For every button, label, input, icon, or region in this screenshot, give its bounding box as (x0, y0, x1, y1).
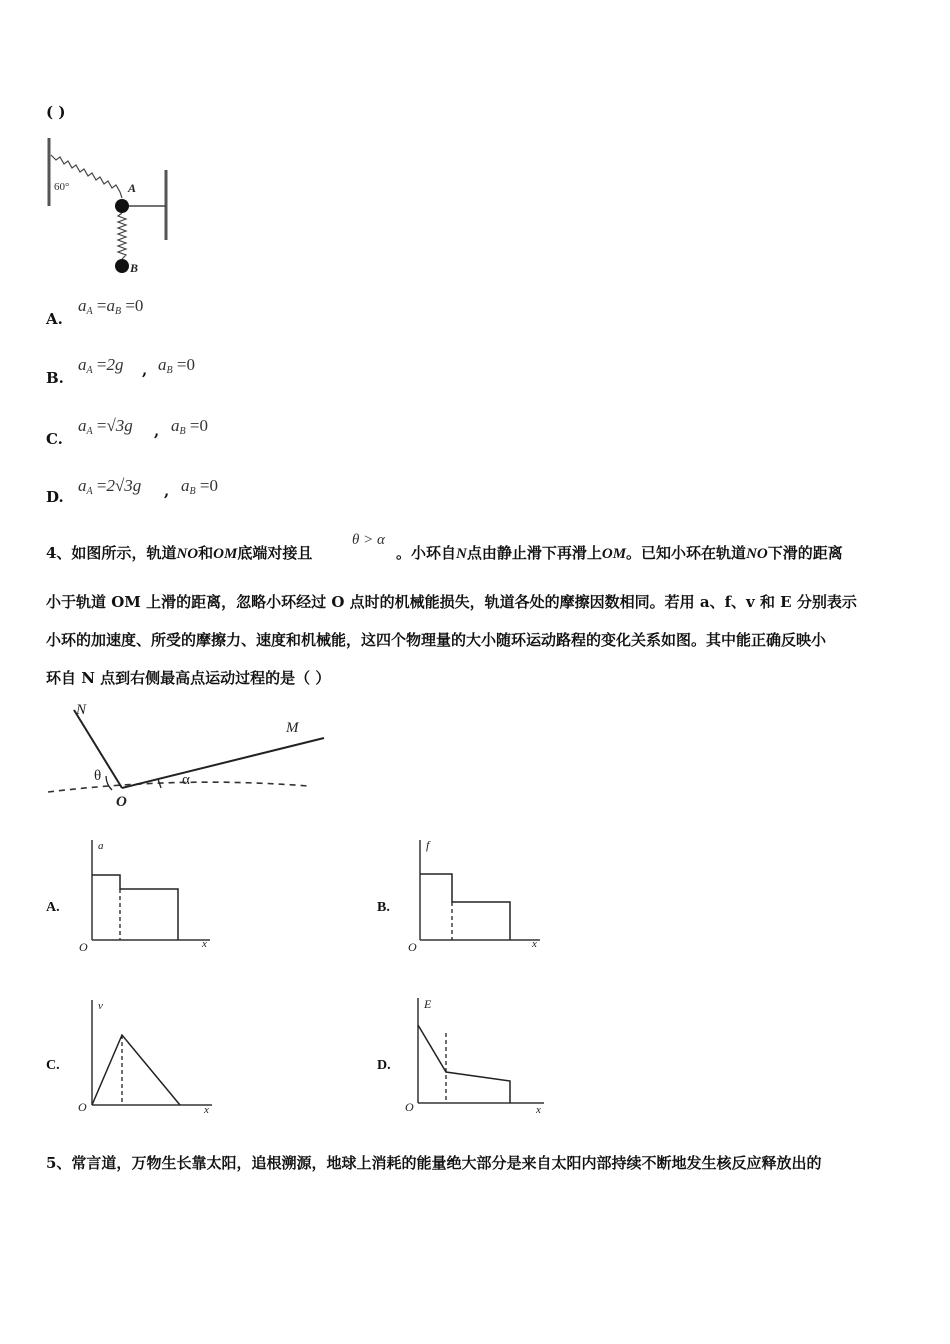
graph-c-label[interactable]: C. (46, 1058, 60, 1073)
option-b-aA: 2g (106, 355, 124, 374)
q4-condition: θ > α (352, 532, 385, 548)
option-d-aA: 2√3g (106, 476, 142, 495)
graph-d (404, 993, 554, 1118)
option-d-label: D. (46, 488, 64, 506)
axis-y-label: a (98, 840, 104, 852)
option-b-formula-2: $a_B =0$ (158, 355, 195, 376)
track-om (122, 738, 324, 788)
q4-line-3: 小环的加速度、所受的摩擦力、速度和机械能，这四个物理量的大小随环运动路程的变化关系如图。其中能正确反映小 (46, 631, 827, 649)
curve (92, 875, 178, 940)
option-c-aA: √3g (106, 416, 133, 435)
curve (418, 1025, 510, 1103)
q4-line-1: 4、如图所示，轨道NO和OM底端对接且 (46, 544, 313, 562)
dashed-baseline (48, 782, 308, 792)
curve (420, 874, 510, 940)
spring-figure (40, 130, 180, 280)
vertical-spring (118, 213, 126, 259)
answer-paren: ( ) (46, 103, 66, 121)
origin-label: O (405, 1100, 414, 1114)
label-m: M (286, 720, 299, 736)
graph-d-label[interactable]: D. (377, 1058, 391, 1073)
axis-y-label: v (98, 1000, 103, 1012)
option-d-aB: 0 (209, 476, 218, 495)
q4-line-1b: 。小环自N点由静止滑下再滑上OM。已知小环在轨道NO下滑的距离 (396, 544, 843, 562)
option-c-aB: 0 (199, 416, 208, 435)
theta-arc (106, 776, 112, 790)
option-b-formula: $a_A =2g$ (78, 355, 124, 376)
axis-x-label: x (202, 938, 207, 950)
option-a-aB: 0 (134, 296, 144, 315)
ball-b (115, 259, 129, 273)
graph-c (76, 995, 216, 1120)
label-n: N (76, 702, 87, 718)
graph-a-label[interactable]: A. (46, 900, 60, 915)
q5-line-1: 5、常言道，万物生长靠太阳，追根溯源，地球上消耗的能量绝大部分是来自太阳内部持续不断地发生核反应释放出的 (46, 1154, 822, 1172)
ball-a (115, 199, 129, 213)
option-c-formula-2: $a_B =0$ (171, 416, 208, 437)
label-alpha: α (182, 772, 190, 788)
option-b-aB: 0 (186, 355, 195, 374)
axis-x-label: x (536, 1104, 541, 1116)
option-d-formula-2: $a_B =0$ (181, 476, 218, 497)
origin-label: O (79, 940, 88, 954)
q4-line-4: 环自 N 点到右侧最高点运动过程的是（ ） (46, 669, 331, 687)
origin-label: O (78, 1100, 87, 1114)
graph-b (406, 835, 546, 955)
label-o: O (116, 794, 127, 810)
option-b-label: B. (46, 369, 64, 387)
track-figure (40, 700, 340, 810)
option-d-formula: $a_A =2√3g$ (78, 476, 142, 497)
axis-x-label: x (532, 938, 537, 950)
q4-line-2: 小于轨道 OM 上滑的距离，忽略小环经过 O 点时的机械能损失，轨道各处的摩擦因数相同。若用 a、f、v 和 E 分别表示 (46, 593, 857, 611)
axis-y-label: E (424, 997, 432, 1011)
axis-x-label: x (204, 1104, 209, 1116)
option-a-formula: $a_A =a_B =0$ (78, 296, 144, 317)
axis-y-label: f (426, 838, 430, 852)
angle-label: 60° (54, 181, 70, 193)
option-a-label: A. (46, 310, 63, 328)
label-theta: θ (94, 768, 102, 784)
label-a: A (128, 181, 137, 195)
label-b: B (130, 261, 139, 275)
graph-b-label[interactable]: B. (377, 900, 390, 915)
graph-a (76, 835, 216, 955)
option-c-label: C. (46, 430, 63, 448)
curve (92, 1035, 180, 1105)
origin-label: O (408, 940, 417, 954)
option-c-formula: $a_A =√3g$ (78, 416, 133, 437)
